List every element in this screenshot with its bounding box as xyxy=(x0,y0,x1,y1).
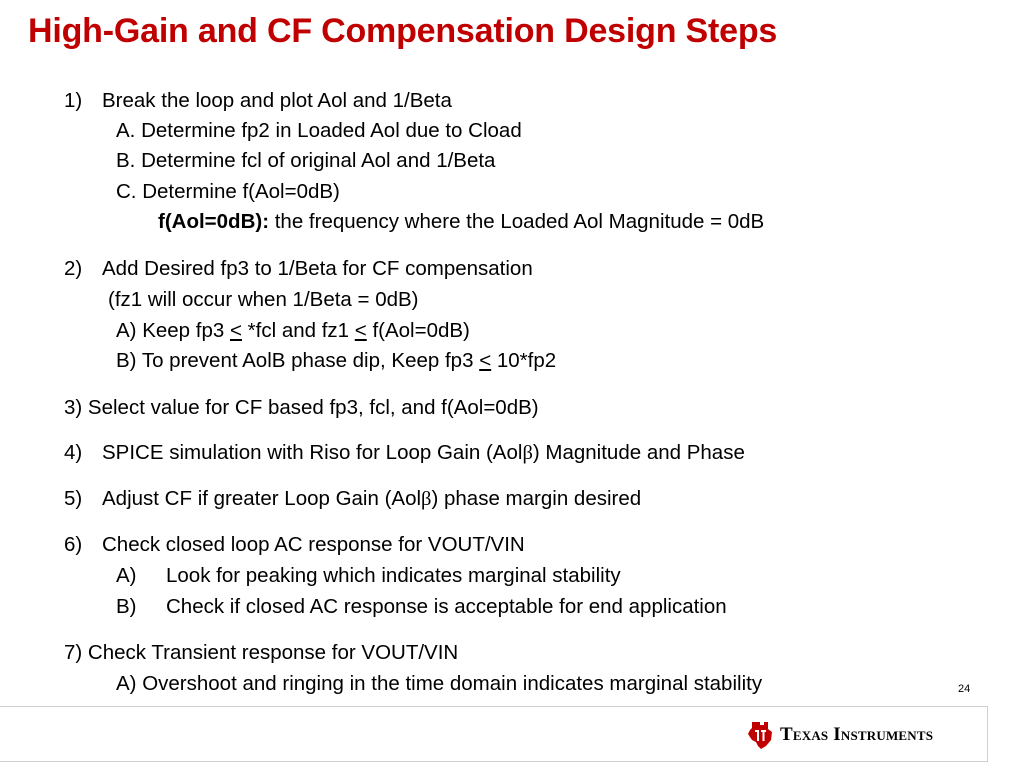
less-equal-symbol: < xyxy=(229,319,242,342)
page-number: 24 xyxy=(958,683,971,695)
step-2a-post: f(Aol=0dB) xyxy=(366,319,470,342)
step-6b-number: B) xyxy=(116,595,137,618)
step-4-post: ) Magnitude and Phase xyxy=(532,441,745,464)
step-1 xyxy=(64,89,452,113)
step-2b-pre: B) To prevent AolB phase dip, Keep fp3 xyxy=(116,349,480,372)
step-1b: B. Determine fcl of original Aol and 1/Beta xyxy=(116,149,496,172)
definition-text: the frequency where the Loaded Aol Magnitude = 0dB xyxy=(269,210,765,233)
ti-logo-text: Texas Instruments xyxy=(780,724,934,745)
step-6 xyxy=(64,533,525,557)
step-2 xyxy=(64,257,533,281)
step-6a-text: Look for peaking which indicates marginal stability xyxy=(166,564,621,587)
step-6a-number: A) xyxy=(116,564,137,587)
step-2b-post: 10*fp2 xyxy=(491,349,557,372)
step-2-text: Add Desired fp3 to 1/Beta for CF compensation xyxy=(102,257,533,280)
step-5-number: 5) xyxy=(64,487,83,510)
step-1-text: Break the loop and plot Aol and 1/Beta xyxy=(102,89,452,112)
ti-logo xyxy=(746,720,933,750)
step-7: 7) Check Transient response for VOUT/VIN xyxy=(64,641,459,664)
step-6b xyxy=(116,595,727,619)
step-2-note: (fz1 will occur when 1/Beta = 0dB) xyxy=(108,288,419,311)
step-2a-mid: *fcl and fz1 xyxy=(241,319,355,342)
step-4 xyxy=(64,441,745,465)
slide-title: High-Gain and CF Compensation Design Steps xyxy=(28,12,778,50)
definition-term: f(Aol=0dB): xyxy=(158,210,270,233)
step-5-pre: Adjust CF if greater Loop Gain (Aol xyxy=(102,487,422,510)
step-1a: A. Determine fp2 in Loaded Aol due to Cload xyxy=(116,119,522,142)
step-2a-pre: A) Keep fp3 xyxy=(116,319,230,342)
beta-symbol: β xyxy=(522,442,533,464)
step-1-definition xyxy=(158,210,764,234)
less-equal-symbol: < xyxy=(354,319,367,342)
ti-logo-icon xyxy=(746,720,774,750)
step-6a xyxy=(116,564,621,588)
step-4-number: 4) xyxy=(64,441,83,464)
step-2-number: 2) xyxy=(64,257,83,280)
step-2a xyxy=(116,319,470,343)
step-4-pre: SPICE simulation with Riso for Loop Gain (Aol xyxy=(102,441,523,464)
step-6b-text: Check if closed AC response is acceptable for end application xyxy=(166,595,727,618)
step-3: 3) Select value for CF based fp3, fcl, and f(Aol=0dB) xyxy=(64,396,539,419)
step-5-post: ) phase margin desired xyxy=(431,487,642,510)
step-5 xyxy=(64,487,641,511)
less-equal-symbol: < xyxy=(479,349,492,372)
step-6-text: Check closed loop AC response for VOUT/VIN xyxy=(102,533,525,556)
step-1-number: 1) xyxy=(64,89,83,112)
beta-symbol: β xyxy=(421,488,432,510)
step-2b xyxy=(116,349,556,373)
step-1c: C. Determine f(Aol=0dB) xyxy=(116,180,340,203)
step-7a: A) Overshoot and ringing in the time domain indicates marginal stability xyxy=(116,672,763,695)
step-6-number: 6) xyxy=(64,533,83,556)
